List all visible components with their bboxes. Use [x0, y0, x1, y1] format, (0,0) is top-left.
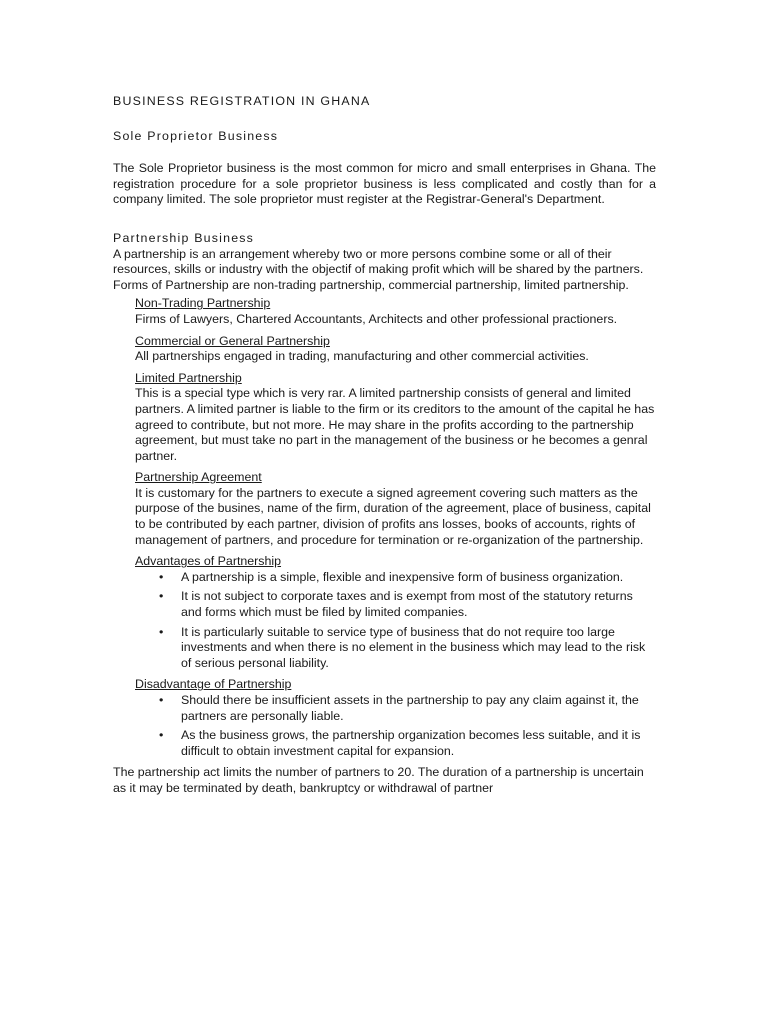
bullet-icon: • [159, 624, 164, 639]
limited-text: This is a special type which is very rar. A limited partnership consists of general and limited partners. A limited partner is liable to the firm or its creditors to the amount of the capital he has agreed to contribute, but not more. He may share in the profits according to the partnership agreement, but must take no part in the management of the business or he becomes a genral partner. [135, 386, 655, 463]
closing-paragraph: The partnership act limits the number of partners to 20. The duration of a partnership is uncertain as it may be terminated by death, bankruptcy or withdrawal of partner [113, 765, 644, 795]
sole-proprietor-heading: Sole Proprietor Business [113, 128, 279, 143]
partnership-text: A partnership is an arrangement whereby two or more persons combine some or all of their resources, skills or industry with the objectif of making profit which will be shared by the partners. Forms of Partnership are non-trading partnership, commercial partnership, limited partnership. [113, 246, 644, 292]
non-trading-text: Firms of Lawyers, Chartered Accountants, Architects and other professional practioners. [135, 311, 618, 326]
sole-proprietor-text: The Sole Proprietor business is the most common for micro and small enterprises in Ghana. The registration procedure for a sole proprietor business is less complicated and costly than for a company limited. The sole proprietor must register at the Registrar-General's Department. [113, 161, 656, 207]
bullet-icon: • [159, 569, 164, 584]
commercial-heading: Commercial or General Partnership [135, 333, 330, 348]
list-item: • It is not subject to corporate taxes and is exempt from most of the statutory returns and forms which must be filed by limited companies. [159, 589, 633, 620]
list-item: • As the business grows, the partnership organization becomes less suitable, and it is difficult to obtain investment capital for expansion. [159, 728, 641, 758]
bullet-icon: • [159, 728, 164, 743]
disadvantages-heading: Disadvantage of Partnership [135, 677, 292, 692]
agreement-section [135, 470, 656, 548]
non-trading-section [135, 296, 656, 759]
advantages-heading: Advantages of Partnership [135, 554, 282, 569]
partnership-heading: Partnership Business [113, 230, 255, 245]
advantages-section [135, 554, 656, 671]
list-item: • Should there be insufficient assets in the partnership to pay any claim against it, the partners are personally liable. [159, 693, 639, 723]
disadvantages-section [135, 677, 656, 759]
commercial-section [135, 334, 656, 365]
bullet-icon: • [159, 693, 164, 707]
disadvantages-list [135, 693, 656, 759]
document-title: BUSINESS REGISTRATION IN GHANA [113, 94, 371, 108]
commercial-text: All partnerships engaged in trading, manufacturing and other commercial activities. [135, 349, 589, 364]
limited-heading: Limited Partnership [135, 370, 242, 385]
list-item: • A partnership is a simple, flexible and inexpensive form of business organization. [159, 569, 624, 584]
list-item: • It is particularly suitable to service type of business that do not require too large investments and when there is no element in the business which may lead to the risk of serious personal liability. [159, 624, 646, 670]
limited-section [135, 371, 656, 465]
agreement-text: It is customary for the partners to execute a signed agreement covering such matters as the purpose of the busines, name of the firm, duration of the agreement, place of business, capital to be contributed by each partner, division of profits ans losses, books of accounts, rights of management of partners, and procedure for termination or re-organization of the partnership. [135, 485, 651, 547]
non-trading-heading: Non-Trading Partnership [135, 296, 271, 311]
advantages-list [135, 570, 656, 672]
bullet-icon: • [159, 589, 164, 604]
agreement-heading: Partnership Agreement [135, 470, 262, 485]
document-page [113, 94, 656, 797]
